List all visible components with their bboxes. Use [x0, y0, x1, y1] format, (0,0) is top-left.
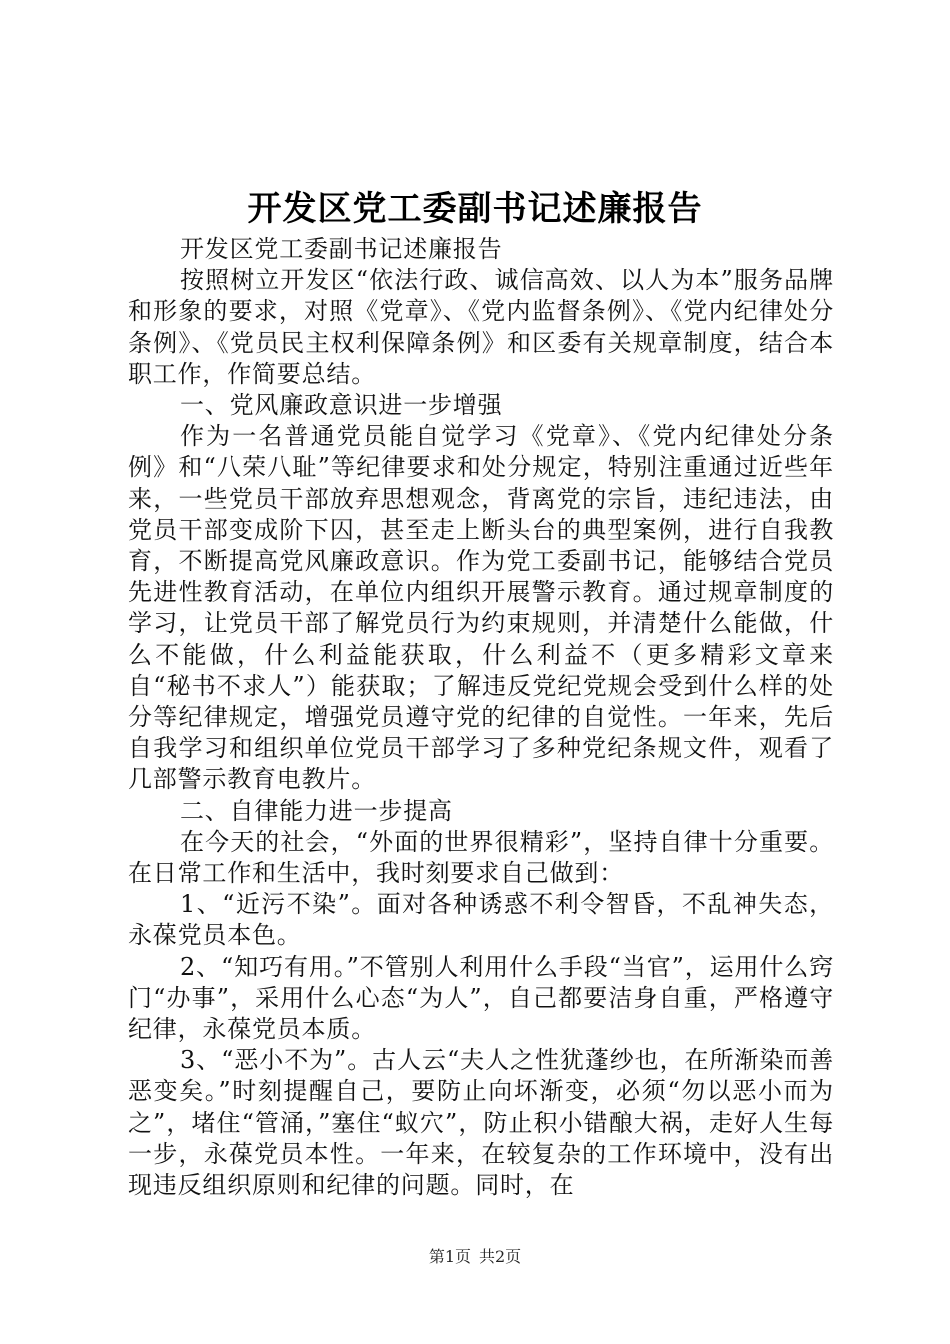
- page-footer: [0, 1246, 950, 1268]
- list-item-1: 1、“近污不染”。面对各种诱惑不利令智昏，不乱神失态，永葆党员本色。: [128, 890, 834, 950]
- page-number: 第1页: [428, 1247, 471, 1266]
- section-heading-1: 一、党风廉政意识进一步增强: [180, 391, 503, 420]
- paragraph-subtitle: 开发区党工委副书记述廉报告: [180, 235, 503, 263]
- list-item-2: 2、“知巧有用。”不管别人利用什么手段“当官”，运用什么窍门“办事”，采用什么心态“为人”，自己都要洁身自重，严格遵守纪律，永葆党员本质。: [128, 952, 834, 1044]
- paragraph-section-2: 在今天的社会，“外面的世界很精彩”，坚持自律十分重要。在日常工作和生活中，我时刻要求自己做到：: [128, 827, 834, 888]
- section-heading-2: 二、自律能力进一步提高: [180, 796, 453, 825]
- paragraph-intro: 按照树立开发区“依法行政、诚信高效、以人为本”服务品牌和形象的要求，对照《党章》、《党内监督条例》、《党内纪律处分条例》、《党员民主权利保障条例》和区委有关规章制度，结合本职工作，作简要总结。: [128, 266, 834, 388]
- list-item-3: 3、“恶小不为”。古人云“夫人之性犹蓬纱也，在所渐染而善恶变矣。”时刻提醒自己，要防止向坏渐变，必须“勿以恶小而为之”，堵住“管涌，”塞住“蚁穴”，防止积小错酿大祸，走好人生每一步，永葆党员本性。一年来，在较复杂的工作环境中，没有出现违反组织原则和纪律的问题。同时，在: [128, 1046, 834, 1200]
- paragraph-section-1: 作为一名普通党员能自觉学习《党章》、《党内纪律处分条例》和“八荣八耻”等纪律要求和处分规定，特别注重通过近些年来，一些党员干部放弃思想观念，背离党的宗旨，违纪违法，由党员干部变成阶下囚，甚至走上断头台的典型案例，进行自我教育，不断提高党风廉政意识。作为党工委副书记，能够结合党员先进性教育活动，在单位内组织开展警示教育。通过规章制度的学习，让党员干部了解党员行为约束规则，并清楚什么能做，什么不能做，什么利益能获取，什么利益不（更多精彩文章来自“秘书不求人”）能获取；了解违反党纪党规会受到什么样的处分等纪律规定，增强党员遵守党的纪律的自觉性。一年来，先后自我学习和组织单位党员干部学习了多种党纪条规文件，观看了几部警示教育电教片。: [128, 422, 834, 794]
- document-body: [128, 234, 834, 1201]
- document-title: 开发区党工委副书记述廉报告: [247, 189, 703, 229]
- page-total: 共2页: [479, 1247, 522, 1266]
